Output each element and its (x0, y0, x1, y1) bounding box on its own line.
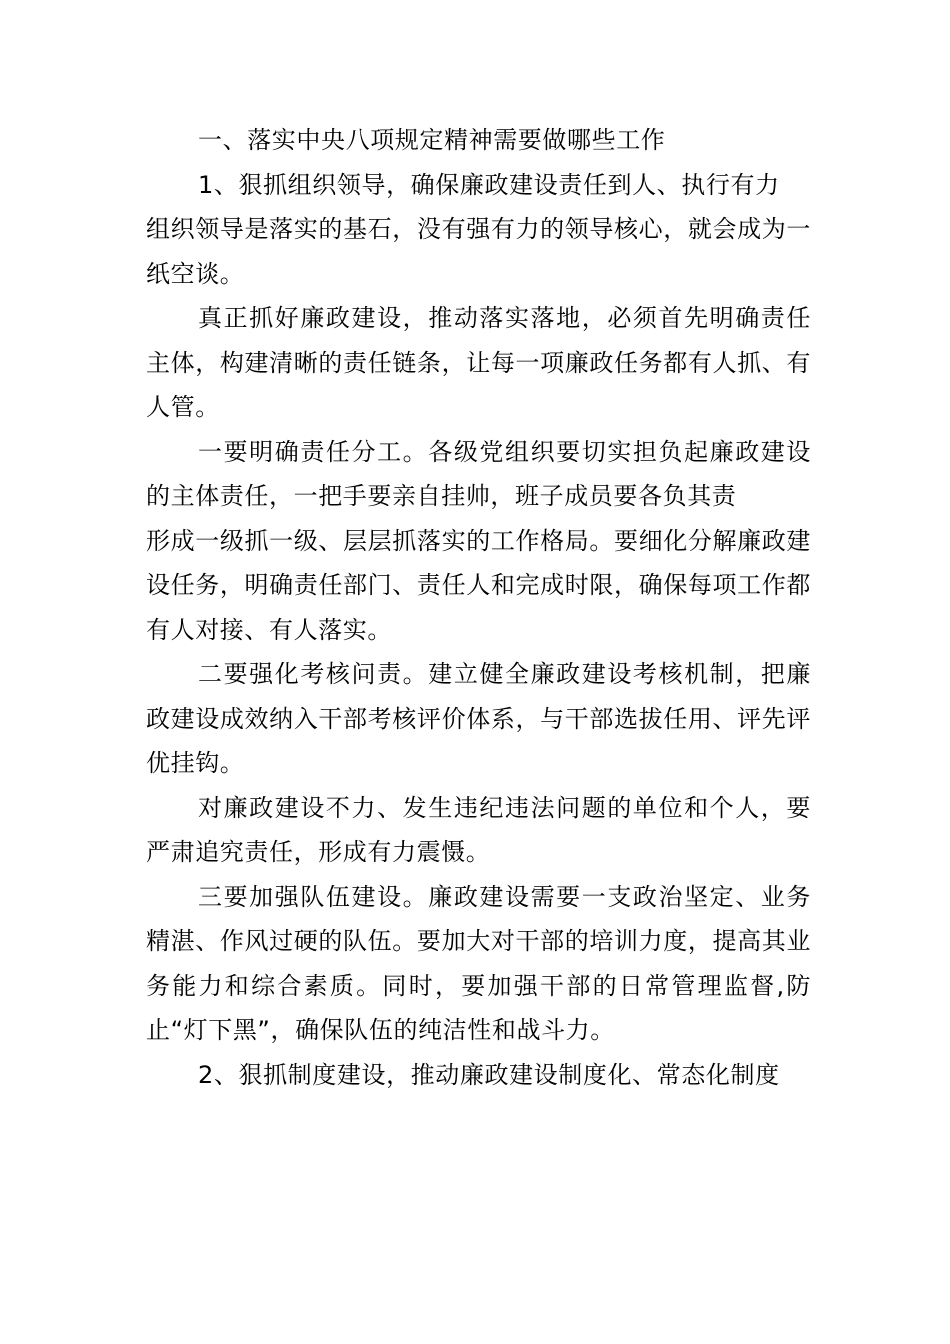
paragraph: 二要强化考核问责。建立健全廉政建设考核机制，把廉政建设成效纳入干部考核评价体系，与干部选拔任用、评先评优挂钩。 (146, 660, 811, 777)
paragraph: 组织领导是落实的基石，没有强有力的领导核心，就会成为一纸空谈。 (146, 215, 811, 288)
paragraph: 一要明确责任分工。各级党组织要切实担负起廉政建设的主体责任，一把手要亲自挂帅，班子成员要各负其责 (146, 437, 811, 510)
subsection-heading: 1、狠抓组织领导，确保廉政建设责任到人、执行有力 (198, 170, 780, 199)
paragraph: 真正抓好廉政建设，推动落实落地，必须首先明确责任主体，构建清晰的责任链条，让每一项廉政任务都有人抓、有人管。 (146, 304, 811, 421)
paragraph: 形成一级抓一级、层层抓落实的工作格局。要细化分解廉政建设任务，明确责任部门、责任人和完成时限，确保每项工作都有人对接、有人落实。 (146, 526, 811, 644)
subsection-heading: 2、狠抓制度建设，推动廉政建设制度化、常态化制度 (198, 1060, 780, 1089)
section-heading: 一、落实中央八项规定精神需要做哪些工作 (198, 126, 666, 154)
paragraph: 三要加强队伍建设。廉政建设需要一支政治坚定、业务精湛、作风过硬的队伍。要加大对干部的培训力度，提高其业务能力和综合素质。同时，要加强干部的日常管理监督,防止“灯下黑”，确保队伍的纯洁性和战斗力。 (146, 882, 811, 1044)
paragraph: 对廉政建设不力、发生违纪违法问题的单位和个人，要严肃追究责任，形成有力震慑。 (146, 793, 811, 866)
document-body (146, 118, 811, 1097)
